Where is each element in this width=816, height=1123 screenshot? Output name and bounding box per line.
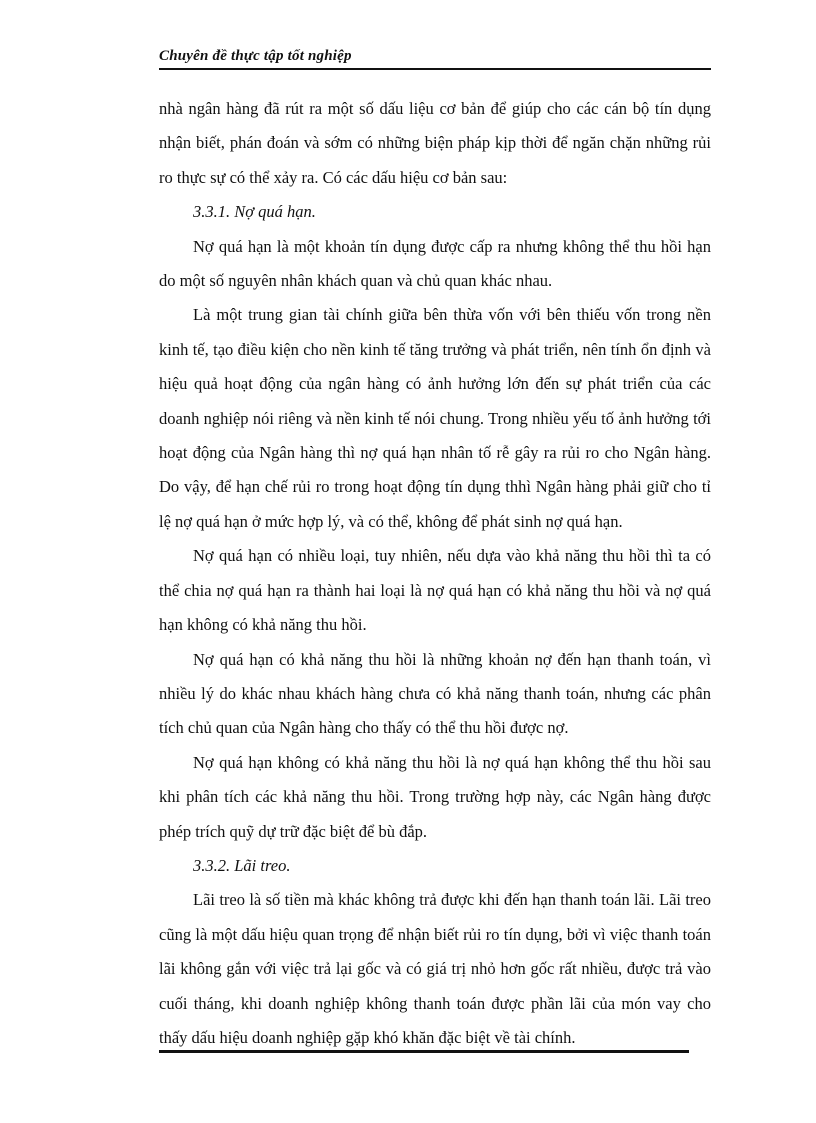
page-header-title: Chuyên đề thực tập tốt nghiệp bbox=[159, 48, 352, 64]
footer-divider bbox=[159, 1050, 689, 1053]
paragraph-intro: nhà ngân hàng đã rút ra một số dấu liệu cơ bản để giúp cho các cán bộ tín dụng nhận biết, phán đoán và sớm có những biện pháp kịp thời để ngăn chặn những rủi ro thực sự có thể xảy ra. Có các dấu hiệu cơ bản sau: bbox=[159, 99, 711, 187]
section-heading-suspended-interest: 3.3.2. Lãi treo. bbox=[193, 855, 291, 875]
paragraph-financial-intermediary: Là một trung gian tài chính giữa bên thừa vốn với bên thiếu vốn trong nền kinh tế, tạo điều kiện cho nền kinh tế tăng trưởng và phát triển, nên tính ổn định và hiệu quả hoạt động của ngân hàng có ảnh hưởng lớn đến sự phát triển của các doanh nghiệp nói riêng và nền kinh tế nói chung. Trong nhiều yếu tố ảnh hưởng tới hoạt động của Ngân hàng thì nợ quá hạn nhân tố rễ gây ra rủi ro cho Ngân hàng. Do vậy, để hạn chế rủi ro trong hoạt động tín dụng thhì Ngân hàng phải giữ cho tỉ lệ nợ quá hạn ở mức hợp lý, và có thể, không để phát sinh nợ quá hạn. bbox=[159, 305, 711, 531]
paragraph-overdue-definition: Nợ quá hạn là một khoản tín dụng được cấp ra nhưng không thể thu hồi hạn do một số nguyên nhân khách quan và chủ quan khác nhau. bbox=[159, 236, 711, 291]
document-body bbox=[159, 92, 711, 1055]
paragraph-recoverable-debt: Nợ quá hạn có khả năng thu hồi là những khoản nợ đến hạn thanh toán, vì nhiều lý do khác nhau khách hàng chưa có khả năng thanh toán, nhưng các phân tích chủ quan của Ngân hàng cho thấy có thể thu hồi được nợ. bbox=[159, 649, 711, 738]
header-divider bbox=[159, 68, 711, 70]
paragraph-unrecoverable-debt: Nợ quá hạn không có khả năng thu hồi là nợ quá hạn không thể thu hồi sau khi phân tích các khả năng thu hồi. Trong trường hợp này, các Ngân hàng được phép trích quỹ dự trữ đặc biệt để bù đắp. bbox=[159, 752, 711, 841]
paragraph-suspended-interest: Lãi treo là số tiền mà khác không trả được khi đến hạn thanh toán lãi. Lãi treo cũng là một dấu hiệu quan trọng để nhận biết rủi ro tín dụng, bởi vì việc thanh toán lãi không gắn với việc trả lại gốc và có giá trị nhỏ hơn gốc rất nhiều, được trả vào cuối tháng, khi doanh nghiệp không thanh toán được phần lãi của món vay cho thấy dấu hiệu doanh nghiệp gặp khó khăn đặc biệt về tài chính. bbox=[159, 890, 711, 1047]
section-heading-overdue-debt: 3.3.1. Nợ quá hạn. bbox=[193, 202, 316, 222]
paragraph-overdue-types: Nợ quá hạn có nhiều loại, tuy nhiên, nếu dựa vào khả năng thu hồi thì ta có thể chia nợ quá hạn ra thành hai loại là nợ quá hạn có khả năng thu hồi và nợ quá hạn không có khả năng thu hồi. bbox=[159, 546, 711, 635]
page-header bbox=[159, 48, 711, 70]
